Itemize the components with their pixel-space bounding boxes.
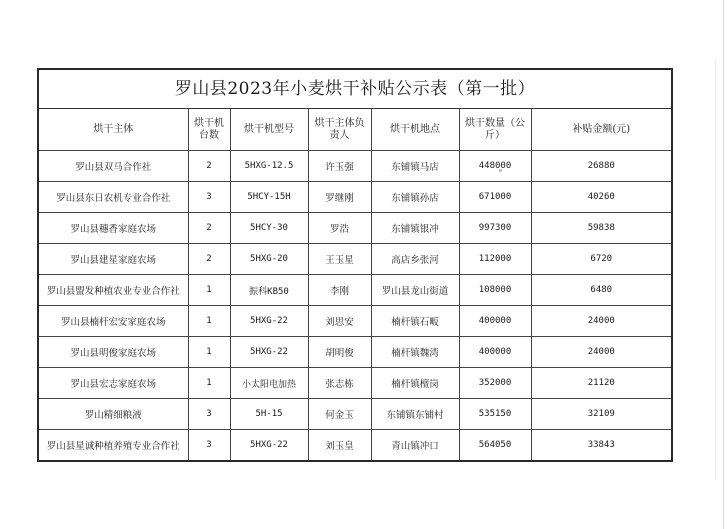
header-subsidy-amount: 补贴金额(元) <box>531 109 671 151</box>
cell-responsible-person: 许玉强 <box>308 151 371 182</box>
header-location: 烘干机地点 <box>371 109 459 151</box>
cell-machine-count: 1 <box>188 337 230 368</box>
cell-responsible-person: 李刚 <box>308 275 371 306</box>
cell-entity: 罗山县宏志家庭农场 <box>39 368 188 399</box>
cell-entity: 罗山县建星家庭农场 <box>39 244 188 275</box>
scan-edge-line-faint <box>715 60 716 480</box>
document-title: 罗山县2023年小麦烘干补贴公示表（第一批） <box>39 70 671 109</box>
table-header-row <box>39 109 671 151</box>
cell-drying-quantity: 112000 <box>459 244 531 275</box>
cell-machine-count: 2 <box>188 151 230 182</box>
cell-responsible-person: 张志栋 <box>308 368 371 399</box>
cell-location: 东铺镇银冲 <box>371 213 459 244</box>
subsidy-table-document <box>37 68 673 462</box>
cell-machine-model: 5HXG-22 <box>230 430 308 461</box>
cell-responsible-person: 罗继刚 <box>308 182 371 213</box>
cell-machine-model: 5HXG-22 <box>230 306 308 337</box>
cell-machine-model: 5H-15 <box>230 399 308 430</box>
cell-responsible-person: 刘思安 <box>308 306 371 337</box>
cell-subsidy-amount: 6720 <box>531 244 671 275</box>
cell-drying-quantity: 400000 <box>459 337 531 368</box>
cell-machine-count: 2 <box>188 244 230 275</box>
cell-entity: 罗山县穗香家庭农场 <box>39 213 188 244</box>
header-drying-quantity: 烘干数量（公斤） <box>459 109 531 151</box>
cell-location: 罗山县龙山街道 <box>371 275 459 306</box>
cell-entity: 罗山县盟发种植农业专业合作社 <box>39 275 188 306</box>
table-row <box>39 275 671 306</box>
cell-location: 东铺镇马店 <box>371 151 459 182</box>
cell-subsidy-amount: 21120 <box>531 368 671 399</box>
cell-drying-quantity: 400000 <box>459 306 531 337</box>
cell-location: 楠杆镇檀岗 <box>371 368 459 399</box>
cell-machine-count: 3 <box>188 182 230 213</box>
cell-machine-count: 1 <box>188 306 230 337</box>
cell-drying-quantity: 997300 <box>459 213 531 244</box>
cell-subsidy-amount: 59838 <box>531 213 671 244</box>
cell-machine-model: 小太阳电加热 <box>230 368 308 399</box>
cell-machine-count: 1 <box>188 275 230 306</box>
header-entity: 烘干主体 <box>39 109 188 151</box>
table-row <box>39 151 671 182</box>
cell-entity: 罗山县双马合作社 <box>39 151 188 182</box>
cell-responsible-person: 罗浩 <box>308 213 371 244</box>
cell-drying-quantity: 448000 <box>459 151 531 182</box>
subsidy-table <box>39 109 671 460</box>
cell-subsidy-amount: 24000 <box>531 306 671 337</box>
header-machine-model: 烘干机型号 <box>230 109 308 151</box>
cell-machine-count: 2 <box>188 213 230 244</box>
table-row <box>39 213 671 244</box>
cell-responsible-person: 何金玉 <box>308 399 371 430</box>
cell-entity: 罗山县楠杆宏安家庭农场 <box>39 306 188 337</box>
header-machine-count: 烘干机台数 <box>188 109 230 151</box>
scan-edge-line <box>723 0 724 529</box>
cell-machine-model: 5HXG-12.5 <box>230 151 308 182</box>
cell-drying-quantity: 671000 <box>459 182 531 213</box>
cell-entity: 罗山县东日农机专业合作社 <box>39 182 188 213</box>
header-responsible-person: 烘干主体负责人 <box>308 109 371 151</box>
cell-subsidy-amount: 32109 <box>531 399 671 430</box>
cell-machine-count: 3 <box>188 430 230 461</box>
cell-machine-model: 振科KB50 <box>230 275 308 306</box>
cell-subsidy-amount: 33843 <box>531 430 671 461</box>
cell-location: 东铺镇东铺村 <box>371 399 459 430</box>
cell-location: 青山镇冲口 <box>371 430 459 461</box>
table-row <box>39 399 671 430</box>
cell-entity: 罗山县明俊家庭农场 <box>39 337 188 368</box>
cell-subsidy-amount: 24000 <box>531 337 671 368</box>
table-row <box>39 430 671 461</box>
cell-subsidy-amount: 40260 <box>531 182 671 213</box>
cell-location: 楠杆镇石畈 <box>371 306 459 337</box>
cell-responsible-person: 胡明俊 <box>308 337 371 368</box>
table-row <box>39 306 671 337</box>
cell-drying-quantity: 564050 <box>459 430 531 461</box>
cell-drying-quantity: 352000 <box>459 368 531 399</box>
cell-entity: 罗山精细粮液 <box>39 399 188 430</box>
cell-machine-model: 5HXG-20 <box>230 244 308 275</box>
table-row <box>39 368 671 399</box>
table-row <box>39 337 671 368</box>
cell-responsible-person: 王玉星 <box>308 244 371 275</box>
cell-machine-model: 5HXG-22 <box>230 337 308 368</box>
table-row <box>39 244 671 275</box>
cell-machine-count: 3 <box>188 399 230 430</box>
cell-entity: 罗山县星诚种植养殖专业合作社 <box>39 430 188 461</box>
table-row <box>39 182 671 213</box>
cell-subsidy-amount: 26880 <box>531 151 671 182</box>
cell-subsidy-amount: 6480 <box>531 275 671 306</box>
cell-machine-model: 5HCY-30 <box>230 213 308 244</box>
cell-machine-model: 5HCY-15H <box>230 182 308 213</box>
cell-location: 高店乡张河 <box>371 244 459 275</box>
cell-location: 东铺镇孙店 <box>371 182 459 213</box>
cell-drying-quantity: 108000 <box>459 275 531 306</box>
cell-location: 楠杆镇魏湾 <box>371 337 459 368</box>
cell-machine-count: 1 <box>188 368 230 399</box>
cell-responsible-person: 刘玉皇 <box>308 430 371 461</box>
cell-drying-quantity: 535150 <box>459 399 531 430</box>
